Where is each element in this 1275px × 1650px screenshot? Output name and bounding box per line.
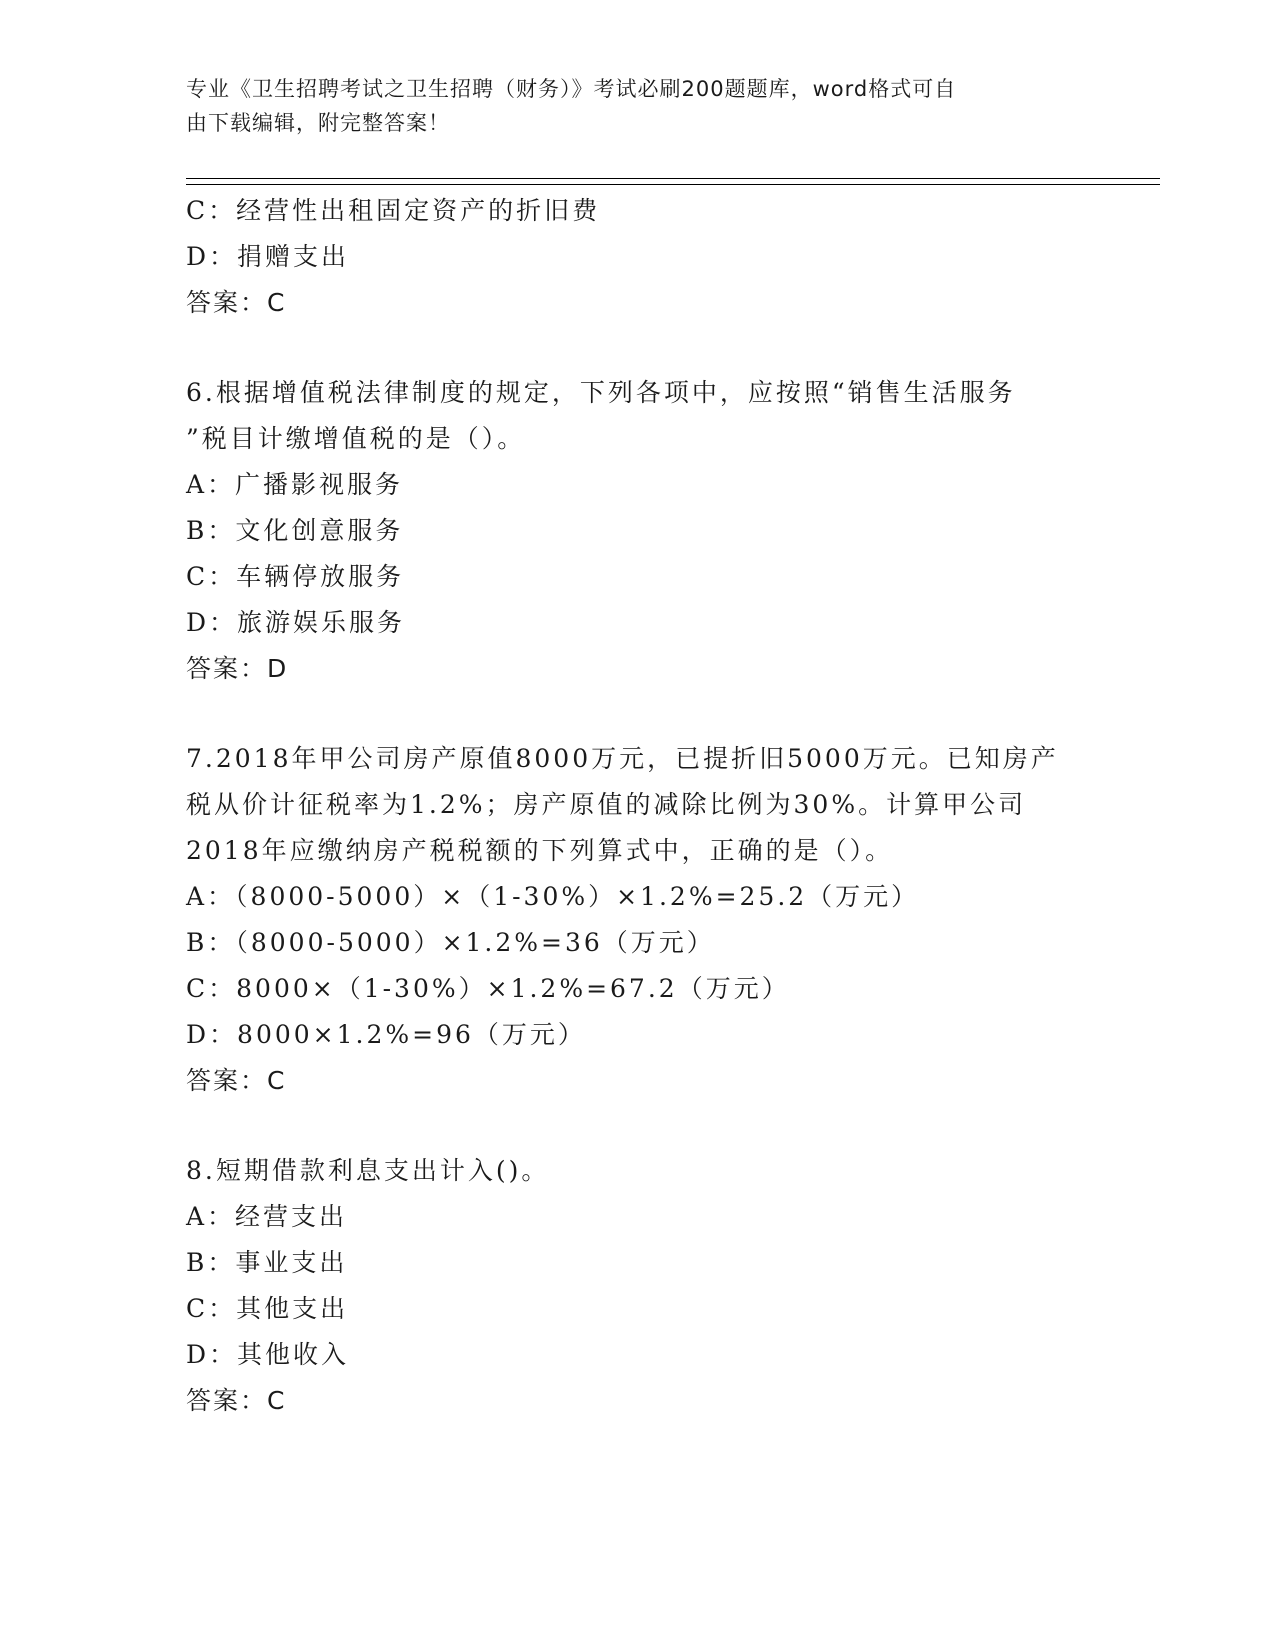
- option-d: D：8000×1.2%=96（万元）: [186, 1020, 586, 1049]
- question-stem: 2018年应缴纳房产税税额的下列算式中，正确的是（）。: [186, 836, 894, 865]
- question-7: [186, 736, 1086, 1104]
- spacer: [186, 692, 1086, 736]
- option-a: A：经营支出: [186, 1202, 348, 1231]
- document-header: [186, 72, 1066, 140]
- spacer: [186, 326, 1086, 370]
- option-c: C：8000×（1-30%）×1.2%=67.2（万元）: [186, 974, 790, 1003]
- answer: 答案：C: [186, 1386, 287, 1415]
- question-stem: 税从价计征税率为1.2%；房产原值的减除比例为30%。计算甲公司: [186, 790, 1027, 819]
- answer: 答案：D: [186, 654, 289, 683]
- option-c: C：其他支出: [186, 1294, 349, 1323]
- option-c: C：车辆停放服务: [186, 562, 405, 591]
- question-stem: 7.2018年甲公司房产原值8000万元，已提折旧5000万元。已知房产: [186, 744, 1059, 773]
- question-stem: 8.短期借款利息支出计入()。: [186, 1156, 550, 1185]
- question-5-tail: [186, 188, 1086, 326]
- option-b: B：文化创意服务: [186, 516, 404, 545]
- question-content: [186, 188, 1086, 1424]
- question-6: [186, 370, 1086, 692]
- header-line-2: 由下载编辑，附完整答案！: [186, 111, 450, 135]
- option-b: B：事业支出: [186, 1248, 348, 1277]
- spacer: [186, 1104, 1086, 1148]
- option-a: A：（8000-5000）×（1-30%）×1.2%=25.2（万元）: [186, 882, 920, 911]
- question-stem: 6.根据增值税法律制度的规定，下列各项中，应按照“销售生活服务: [186, 378, 1016, 407]
- header-divider-bottom: [186, 184, 1160, 185]
- question-8: [186, 1148, 1086, 1424]
- answer: 答案：C: [186, 288, 287, 317]
- question-stem: ”税目计缴增值税的是（）。: [186, 424, 526, 453]
- option-b: B：（8000-5000）×1.2%=36（万元）: [186, 928, 715, 957]
- option-a: A：广播影视服务: [186, 470, 404, 499]
- option-d: D：旅游娱乐服务: [186, 608, 406, 637]
- header-line-1: 专业《卫生招聘考试之卫生招聘（财务）》考试必刷200题题库，word格式可自: [186, 77, 957, 101]
- option-c: C：经营性出租固定资产的折旧费: [186, 196, 601, 225]
- header-divider-top: [186, 178, 1160, 179]
- answer: 答案：C: [186, 1066, 287, 1095]
- option-d: D：其他收入: [186, 1340, 350, 1369]
- option-d: D：捐赠支出: [186, 242, 350, 271]
